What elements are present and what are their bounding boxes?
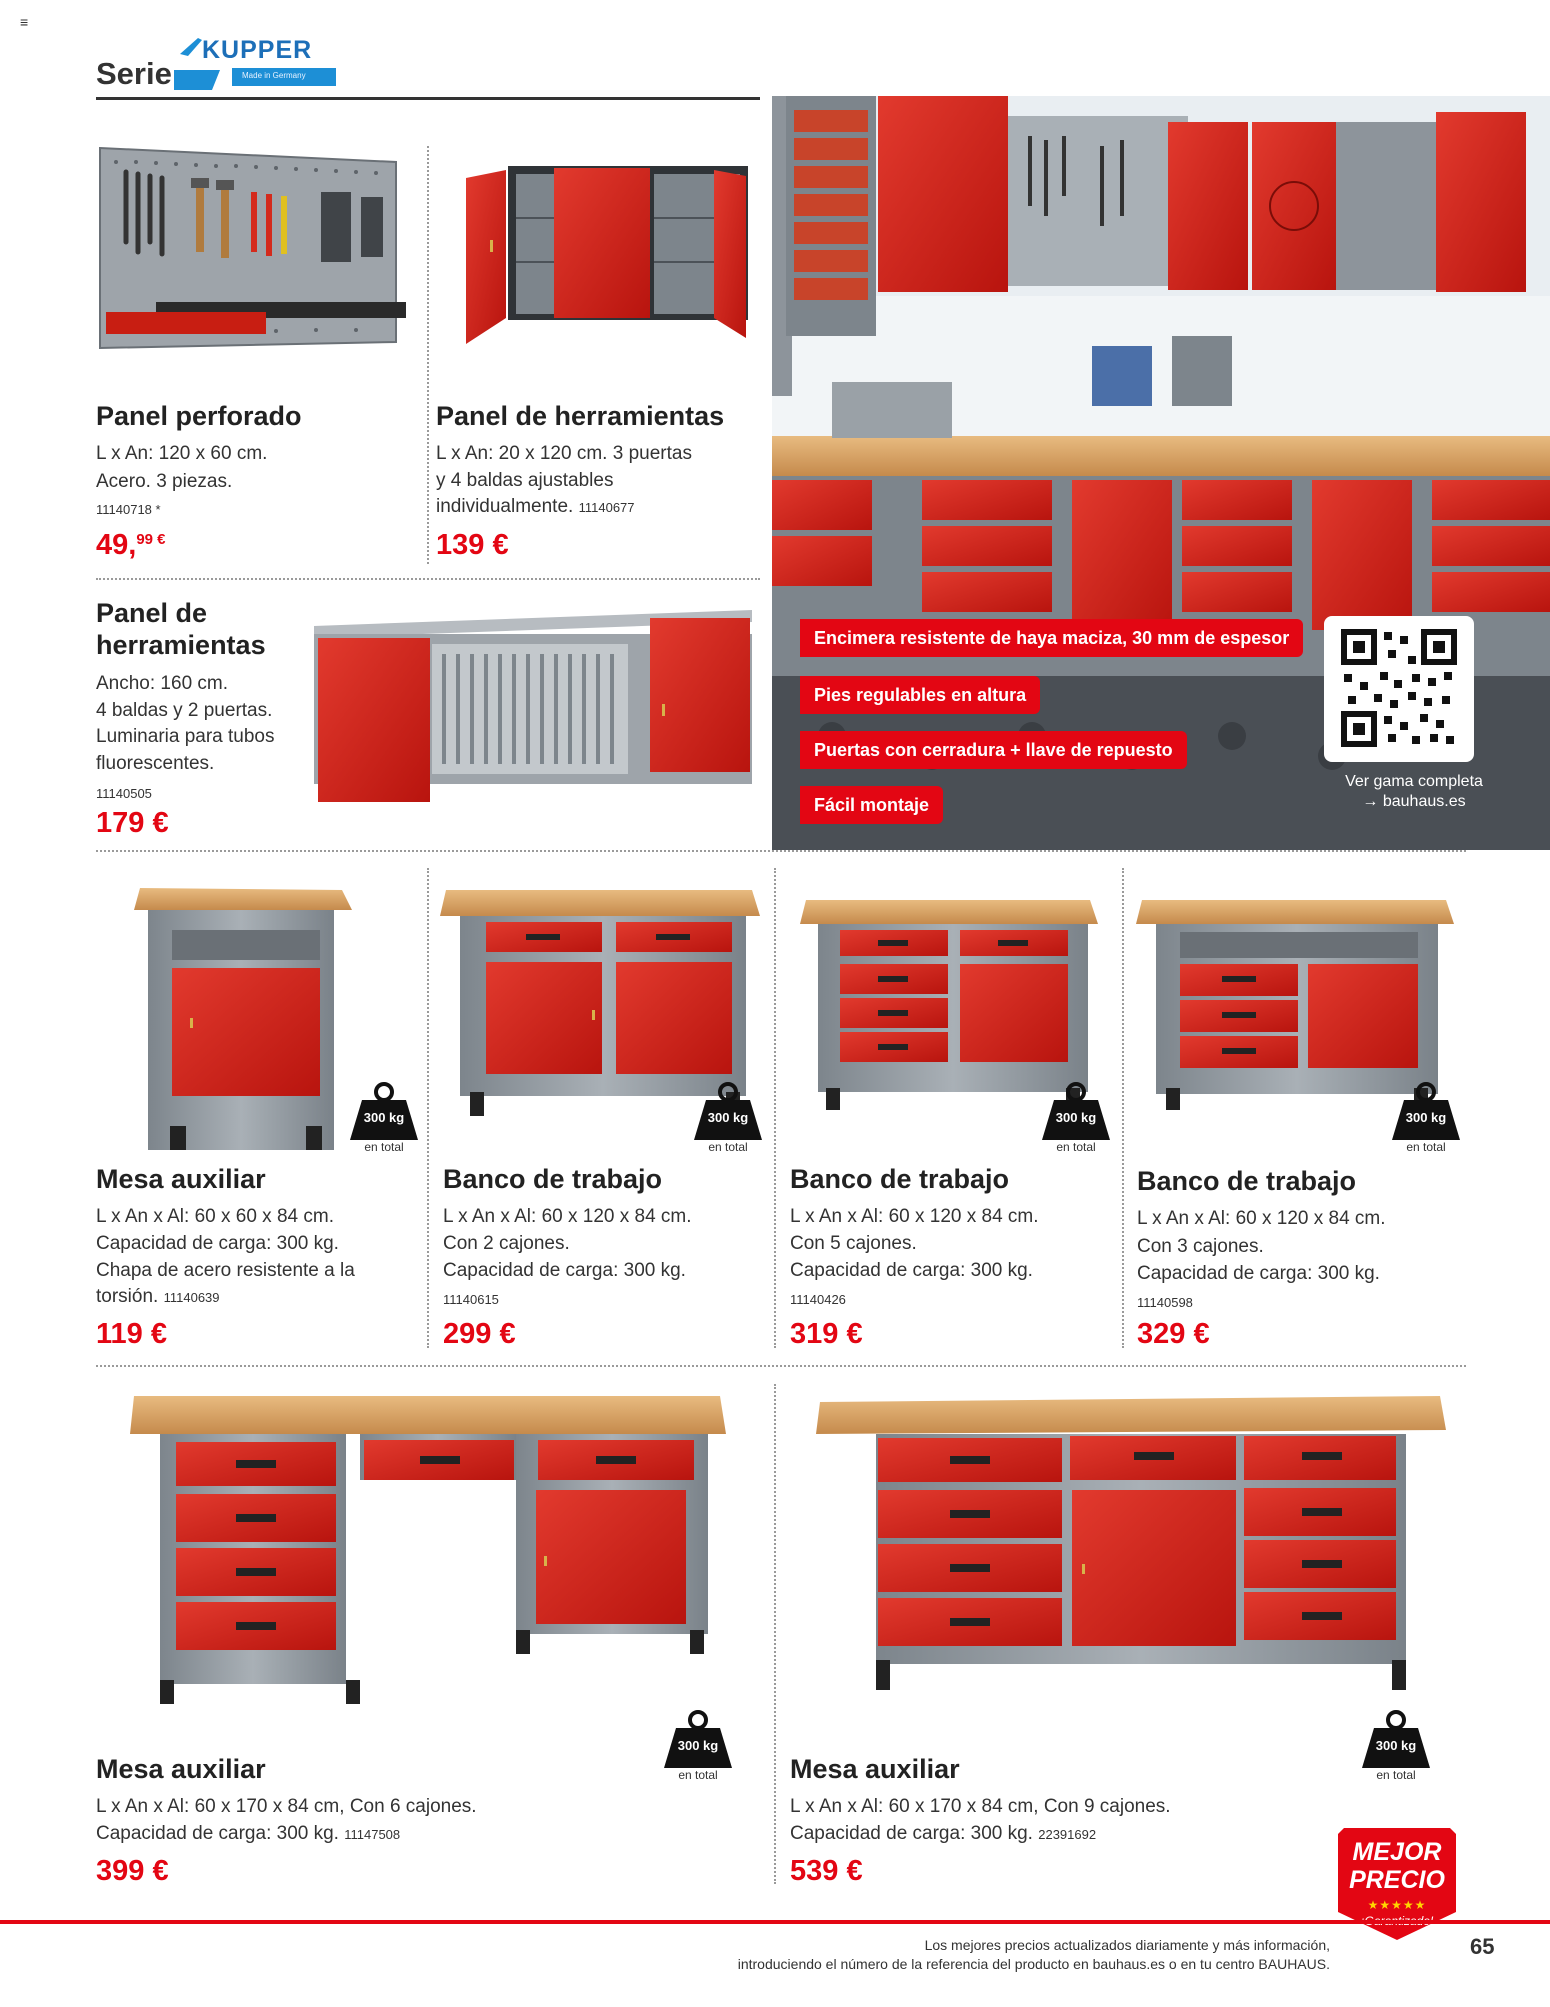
mesa-auxiliar-3-price: 539 € xyxy=(790,1855,863,1887)
mesa-auxiliar-3-desc-1: L x An x Al: 60 x 170 x 84 cm, Con 9 cajones. xyxy=(790,1796,1171,1817)
banco-3-desc-1: L x An x Al: 60 x 120 x 84 cm. xyxy=(1137,1208,1386,1229)
banco-3-price: 329 € xyxy=(1137,1318,1210,1350)
hero-feature-3: Puertas con cerradura + llave de repuesto xyxy=(800,731,1187,769)
mesa-auxiliar-2-image xyxy=(130,1390,730,1720)
mesa-auxiliar-3-title: Mesa auxiliar xyxy=(790,1754,960,1784)
hero-workshop-photo xyxy=(772,96,1550,850)
panel-herramientas-1-price: 139 € xyxy=(436,529,509,561)
panel-herramientas-2-price: 179 € xyxy=(96,807,169,839)
banco-1-desc-2: Con 2 cajones. xyxy=(443,1233,570,1254)
weight-badge-3: 300 kg en total xyxy=(1036,1080,1116,1156)
page-number: 65 xyxy=(1470,1934,1495,1959)
panel-herramientas-1-title: Panel de herramientas xyxy=(436,401,725,431)
panel-perforado-image xyxy=(96,142,426,357)
weight-badge-5: 300 kg en total xyxy=(658,1708,738,1784)
qr-code[interactable] xyxy=(1324,616,1474,762)
weight-badge-6: 300 kg en total xyxy=(1356,1708,1436,1784)
banco-2-ref: 11140426 xyxy=(790,1292,846,1307)
brand-tagline: Made in Germany xyxy=(242,71,306,80)
banco-1-desc-1: L x An x Al: 60 x 120 x 84 cm. xyxy=(443,1206,692,1227)
divider-vertical-2 xyxy=(427,868,429,1348)
banco-2-desc-3: Capacidad de carga: 300 kg. xyxy=(790,1260,1033,1281)
mesa-auxiliar-2-price: 399 € xyxy=(96,1855,169,1887)
mesa-auxiliar-2-desc-1: L x An x Al: 60 x 170 x 84 cm, Con 6 cajones. xyxy=(96,1796,477,1817)
panel-herramientas-1-image xyxy=(446,158,762,358)
banco-2-price: 319 € xyxy=(790,1318,863,1350)
panel-herramientas-2-ref: 11140505 xyxy=(96,786,152,801)
banco-2-desc-2: Con 5 cajones. xyxy=(790,1233,917,1254)
mesa-auxiliar-3-image xyxy=(816,1390,1450,1720)
panel-perforado-desc-1: L x An: 120 x 60 cm. xyxy=(96,443,268,464)
divider-horizontal-3 xyxy=(96,1365,1466,1367)
mesa-auxiliar-1-image xyxy=(130,878,360,1168)
banco-2-desc-1: L x An x Al: 60 x 120 x 84 cm. xyxy=(790,1206,1039,1227)
footer-note: Los mejores precios actualizados diariamente y más información, introduciendo el número de la referencia del producto en bauhaus.es o en tu centro BAUHAUS. xyxy=(737,1937,1330,1972)
mesa-auxiliar-1-price: 119 € xyxy=(96,1318,167,1350)
rating-stars-icon: ★★★★★ xyxy=(1367,1898,1427,1912)
mesa-auxiliar-3-ref: 22391692 xyxy=(1038,1827,1097,1842)
banco-1-price: 299 € xyxy=(443,1318,516,1350)
mesa-auxiliar-1-ref: 11140639 xyxy=(163,1290,220,1305)
panel-herramientas-2-desc-2: 4 baldas y 2 puertas. xyxy=(96,700,273,721)
panel-herramientas-1-desc-2: y 4 baldas ajustables xyxy=(436,470,614,491)
panel-perforado-desc-2: Acero. 3 piezas. xyxy=(96,471,233,492)
panel-perforado-price: 49,$^{99 €}$ xyxy=(96,529,166,561)
mesa-auxiliar-3-desc-2: Capacidad de carga: 300 kg. 22391692 xyxy=(790,1823,1097,1844)
panel-herramientas-1-desc-3: individualmente. 11140677 xyxy=(436,496,635,517)
divider-horizontal-1 xyxy=(96,578,760,580)
banco-3-desc-2: Con 3 cajones. xyxy=(1137,1236,1264,1257)
mesa-auxiliar-1-desc-3: Chapa de acero resistente a la xyxy=(96,1260,355,1281)
divider-vertical-5 xyxy=(774,1384,776,1884)
brand-name: KUPPER xyxy=(202,36,313,64)
mesa-auxiliar-2-desc-2: Capacidad de carga: 300 kg. 11147508 xyxy=(96,1823,401,1844)
banco-3-desc-3: Capacidad de carga: 300 kg. xyxy=(1137,1263,1380,1284)
banco-3-title: Banco de trabajo xyxy=(1137,1166,1357,1196)
mesa-auxiliar-2-title: Mesa auxiliar xyxy=(96,1754,266,1784)
panel-herramientas-2-desc-3: Luminaria para tubos xyxy=(96,726,275,747)
weight-badge-1: 300 kg en total xyxy=(344,1080,424,1156)
panel-herramientas-1-ref: 11140677 xyxy=(578,500,635,515)
banco-1-desc-3: Capacidad de carga: 300 kg. xyxy=(443,1260,686,1281)
banco-1-title: Banco de trabajo xyxy=(443,1164,663,1194)
weight-badge-2: 300 kg en total xyxy=(688,1080,768,1156)
panel-herramientas-2-title-2: herramientas xyxy=(96,630,266,660)
panel-perforado-title: Panel perforado xyxy=(96,401,302,431)
panel-herramientas-1-desc-1: L x An: 20 x 120 cm. 3 puertas xyxy=(436,443,692,464)
banco-2-title: Banco de trabajo xyxy=(790,1164,1010,1194)
hero-feature-1: Encimera resistente de haya maciza, 30 mm de espesor xyxy=(800,619,1303,657)
header-rule xyxy=(96,97,760,100)
footer-rule xyxy=(0,1920,1550,1924)
mesa-auxiliar-2-ref: 11147508 xyxy=(344,1827,401,1842)
divider-vertical-3 xyxy=(774,868,776,1348)
panel-perforado-ref: 11140718 * xyxy=(96,502,161,517)
mesa-auxiliar-1-title: Mesa auxiliar xyxy=(96,1164,266,1194)
banco-1-ref: 11140615 xyxy=(443,1292,499,1307)
panel-herramientas-2-desc-4: fluorescentes. xyxy=(96,753,215,774)
mesa-auxiliar-1-desc-2: Capacidad de carga: 300 kg. xyxy=(96,1233,339,1254)
divider-horizontal-2 xyxy=(96,850,1466,852)
mesa-auxiliar-1-desc-1: L x An x Al: 60 x 60 x 84 cm. xyxy=(96,1206,334,1227)
hero-feature-2: Pies regulables en altura xyxy=(800,676,1040,714)
corner-mark: ≡ xyxy=(20,14,29,30)
divider-vertical-4 xyxy=(1122,868,1124,1348)
weight-badge-4: 300 kg en total xyxy=(1386,1080,1466,1156)
serie-label: Serie xyxy=(96,56,172,91)
mesa-auxiliar-1-desc-4: torsión. 11140639 xyxy=(96,1286,220,1307)
hero-feature-4: Fácil montaje xyxy=(800,786,943,824)
panel-herramientas-2-title-1: Panel de xyxy=(96,598,208,628)
divider-vertical-1 xyxy=(427,146,429,564)
banco-3-ref: 11140598 xyxy=(1137,1295,1193,1310)
kupper-logo xyxy=(172,34,338,90)
ver-gama-link[interactable]: Ver gama completa → bauhaus.es xyxy=(1345,773,1483,810)
panel-herramientas-2-image xyxy=(306,604,756,808)
mejor-precio-badge: MEJOR PRECIO ★★★★★ xyxy=(1338,1828,1456,1940)
panel-herramientas-2-desc-1: Ancho: 160 cm. xyxy=(96,673,229,694)
